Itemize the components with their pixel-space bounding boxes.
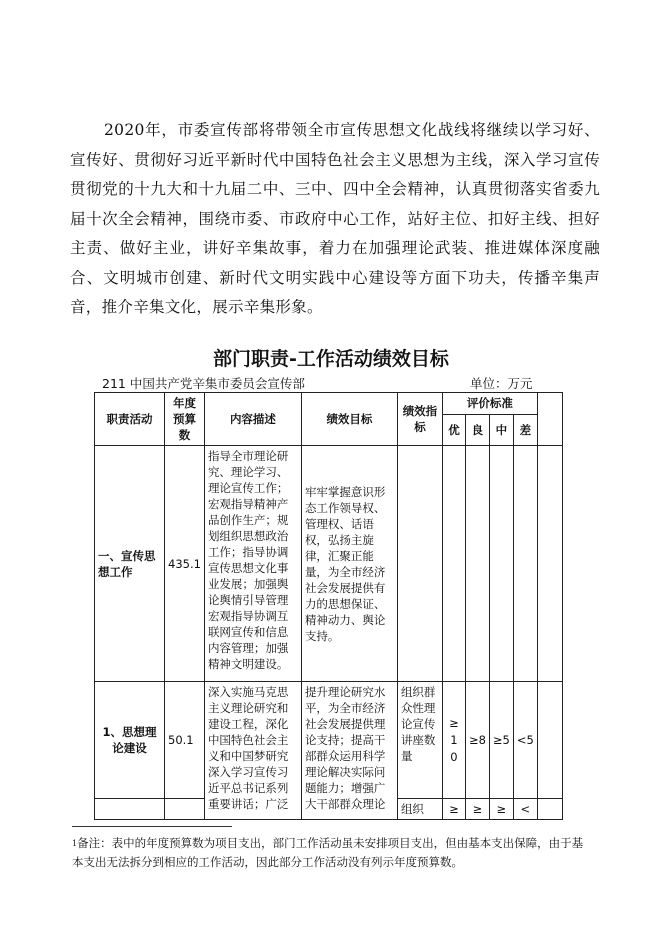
performance-table — [94, 392, 563, 820]
row-duty: 一、宣传思想工作 — [95, 446, 165, 682]
row-excellent — [442, 682, 465, 799]
header-goal: 绩效目标 — [301, 393, 397, 446]
header-good: 良 — [465, 414, 489, 445]
header-row — [95, 393, 563, 415]
header-desc: 内容描述 — [204, 393, 301, 446]
row-next-indicator: 组织 — [397, 799, 442, 820]
row-next-excellent: ≥ — [442, 799, 465, 820]
header-blank — [537, 393, 562, 446]
intro-paragraph: 2020年，市委宣传部将带领全市宣传思想文化战线将继续以学习好、宣传好、贯彻好习近平新时代中国特色社会主义思想为主线，深入学习宣传贯彻党的十九大和十九届二中、三中、四中全会精神，认真贯彻落实省委九届十次全会精神，围绕市委、市政府中心工作，站好主位、扣好主线、担好主责、做好主业，讲好辛集故事，着力在加强理论武装、推进媒体深度融合、文明城市创建、新时代文明实践中心建设等方面下功夫，传播辛集声音，推介辛集文化，展示辛集形象。 — [70, 121, 600, 316]
row-duty: 1、思想理论建设 — [95, 682, 165, 799]
row-budget: 435.1 — [165, 446, 205, 682]
header-duty: 职责活动 — [95, 393, 165, 446]
unit-label: 单位：万元 — [470, 376, 533, 391]
table-row — [95, 682, 563, 799]
row-desc: 深入实施马克思主义理论研究和建设工程，深化中国特色社会主义和中国梦研究深入学习宣传习近平总书记系列重要讲话；广泛 — [204, 682, 301, 820]
table-title: 部门职责-工作活动绩效目标 — [213, 348, 449, 370]
row-indicator: 组织群众性理论宣传讲座数量 — [397, 682, 442, 799]
row-next-medium: ≥ — [489, 799, 513, 820]
header-indicator: 绩效指标 — [397, 393, 442, 446]
org-name: 211 中国共产党辛集市委员会宣传部 — [102, 376, 305, 391]
row-next-good: ≥ — [465, 799, 489, 820]
footnote-text: 备注：表中的年度预算数为项目支出，部门工作活动虽未安排项目支出，但由基本支出保障，由于基本支出无法拆分到相应的工作活动，因此部分工作活动没有列示年度预算数。 — [72, 836, 584, 869]
row-medium: ≥5 — [489, 682, 513, 799]
row-good: ≥8 — [465, 682, 489, 799]
header-criteria: 评价标准 — [442, 393, 537, 415]
header-budget: 年度预算数 — [165, 393, 205, 446]
row-goal: 牢牢掌握意识形态工作领导权、管理权、话语权，弘扬主旋律，汇聚正能量，为全市经济社会发展提供有力的思想保证、精神动力、舆论支持。 — [301, 446, 397, 682]
footnote-mark: 1 — [72, 839, 78, 848]
header-medium: 中 — [489, 414, 513, 445]
header-excellent: 优 — [442, 414, 465, 445]
row-budget: 50.1 — [165, 682, 205, 799]
footnote-divider — [72, 826, 232, 827]
row-poor: <5 — [513, 682, 537, 799]
header-poor: 差 — [513, 414, 537, 445]
row-next-poor: < — [513, 799, 537, 820]
row-desc: 指导全市理论研究、理论学习、理论宣传工作；宏观指导精神产品创作生产；规划组织思想政治工作；指导协调宣传思想文化事业发展；加强舆论舆情引导管理宏观指导协调互联网宣传和信息内容管理；加强精神文明建设。 — [204, 446, 301, 682]
table-row — [95, 446, 563, 682]
footnote — [72, 834, 592, 872]
row-excellent-value: ≥ 1 0 — [449, 715, 459, 764]
row-goal: 提升理论研究水平，为全市经济社会发展提供理论支持；提高干部群众运用科学理论解决实际问题能力；增强广大干部群众理论 — [301, 682, 397, 820]
